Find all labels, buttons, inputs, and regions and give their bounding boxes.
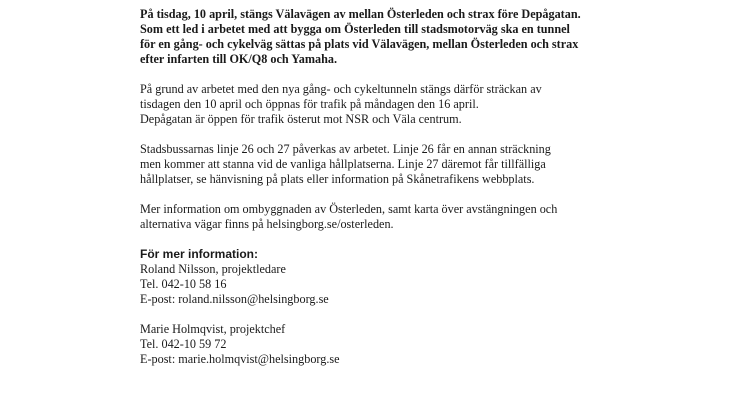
text-line: tisdagen den 10 april och öppnas för trafik på måndagen den 16 april. <box>140 97 479 111</box>
text-line: Mer information om ombyggnaden av Österleden, samt karta över avstängningen och <box>140 202 558 216</box>
lead-paragraph <box>140 7 620 67</box>
contact-block-project-manager <box>140 322 620 367</box>
text-line: alternativa vägar finns på helsingborg.se/osterleden. <box>140 217 394 231</box>
text-line: men kommer att stanna vid de vanliga hållplatserna. Linje 27 däremot får tillfälliga <box>140 157 546 171</box>
text-line: På grund av arbetet med den nya gång- och cykeltunneln stängs därför sträckan av <box>140 82 542 96</box>
press-release-body <box>140 7 620 382</box>
text-line: Stadsbussarnas linje 26 och 27 påverkas av arbetet. Linje 26 får en annan sträckning <box>140 142 551 156</box>
text-line: efter infarten till OK/Q8 och Yamaha. <box>140 52 338 66</box>
contact-phone: Tel. 042-10 58 16 <box>140 277 227 291</box>
bus-paragraph <box>140 142 620 187</box>
contact-email: E-post: roland.nilsson@helsingborg.se <box>140 292 329 306</box>
text-line: Som ett led i arbetet med att bygga om Österleden till stadsmotorväg ska en tunnel <box>140 22 570 36</box>
contact-email: E-post: marie.holmqvist@helsingborg.se <box>140 352 340 366</box>
text-line: för en gång- och cykelväg sättas på plats vid Välavägen, mellan Österleden och strax <box>140 37 579 51</box>
contact-name: Marie Holmqvist, projektchef <box>140 322 286 336</box>
closure-paragraph <box>140 82 620 127</box>
contact-block-project-leader <box>140 247 620 307</box>
text-line: På tisdag, 10 april, stängs Välavägen av mellan Österleden och strax före Depågatan. <box>140 7 581 21</box>
contacts-heading: För mer information: <box>140 247 259 261</box>
contact-name: Roland Nilsson, projektledare <box>140 262 286 276</box>
text-line: Depågatan är öppen för trafik österut mot NSR och Väla centrum. <box>140 112 462 126</box>
text-line: hållplatser, se hänvisning på plats eller information på Skånetrafikens webbplats. <box>140 172 535 186</box>
contact-phone: Tel. 042-10 59 72 <box>140 337 227 351</box>
more-info-paragraph <box>140 202 620 232</box>
